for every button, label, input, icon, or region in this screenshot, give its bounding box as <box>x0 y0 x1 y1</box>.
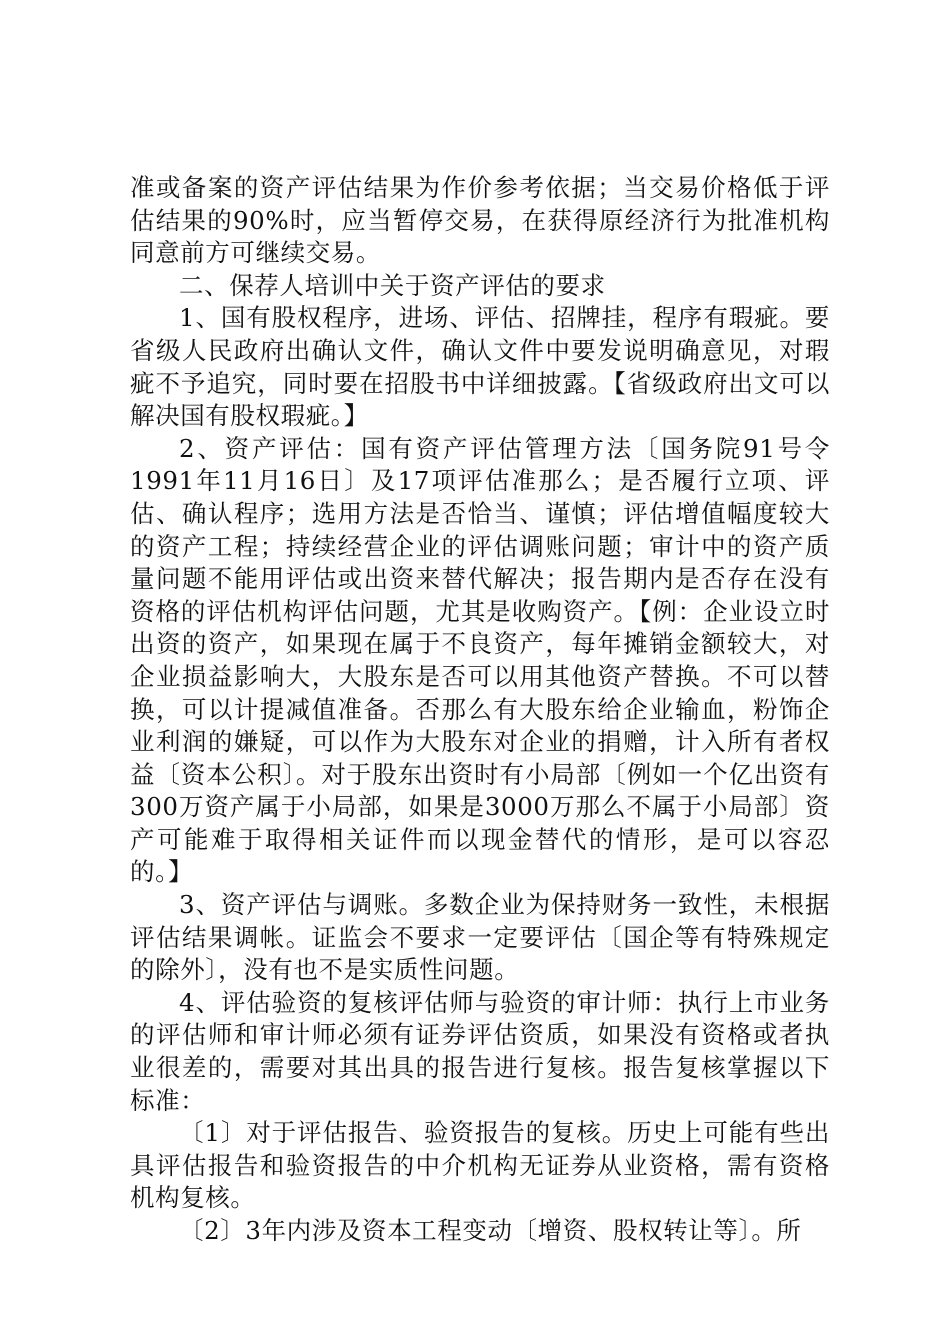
paragraph-subitem-1: 〔1〕对于评估报告、验资报告的复核。历史上可能有些出具评估报告和验资报告的中介机构无证券从业资格，需有资格机构复核。 <box>130 1118 830 1213</box>
paragraph-item-3: 3、资产评估与调账。多数企业为保持财务一致性，未根据评估结果调帐。证监会不要求一定要评估〔国企等有特殊规定的除外〕，没有也不是实质性问题。 <box>130 890 830 985</box>
section-heading: 二、保荐人培训中关于资产评估的要求 <box>179 270 606 300</box>
paragraph-item-4: 4、评估验资的复核评估师与验资的审计师：执行上市业务的评估师和审计师必须有证券评估资质，如果没有资格或者执业很差的，需要对其出具的报告进行复核。报告复核掌握以下标准： <box>130 987 830 1115</box>
paragraph-item-1: 1、国有股权程序，进场、评估、招牌挂，程序有瑕疵。要省级人民政府出确认文件，确认文件中要发说明确意见，对瑕疵不予追究，同时要在招股书中详细披露。【省级政府出文可以解决国有股权瑕疵。】 <box>130 303 830 431</box>
paragraph-subitem-2: 〔2〕3年内涉及资本工程变动〔增资、股权转让等〕。所 <box>179 1216 802 1245</box>
paragraph-item-2: 2、资产评估：国有资产评估管理方法〔国务院91号令1991年11月16日〕及17项评估准那么；是否履行立项、评估、确认程序；选用方法是否恰当、谨慎；评估增值幅度较大的资产工程；持续经营企业的评估调账问题；审计中的资产质量问题不能用评估或出资来替代解决；报告期内是否存在没有资格的评估机构评估问题，尤其是收购资产。【例：企业设立时出资的资产，如果现在属于不良资产，每年摊销金额较大，对企业损益影响大，大股东是否可以用其他资产替换。不可以替换，可以计提减值准备。否那么有大股东给企业输血，粉饰企业利润的嫌疑，可以作为大股东对企业的捐赠，计入所有者权益〔资本公积〕。对于股东出资时有小局部〔例如一个亿出资有300万资产属于小局部，如果是3000万那么不属于小局部〕资产可能难于取得相关证件而以现金替代的情形，是可以容忍的。】 <box>130 433 830 887</box>
paragraph-continuation: 准或备案的资产评估结果为作价参考依据；当交易价格低于评估结果的90%时，应当暂停交易，在获得原经济行为批准机构同意前方可继续交易。 <box>130 173 830 268</box>
document-body <box>130 172 830 1248</box>
